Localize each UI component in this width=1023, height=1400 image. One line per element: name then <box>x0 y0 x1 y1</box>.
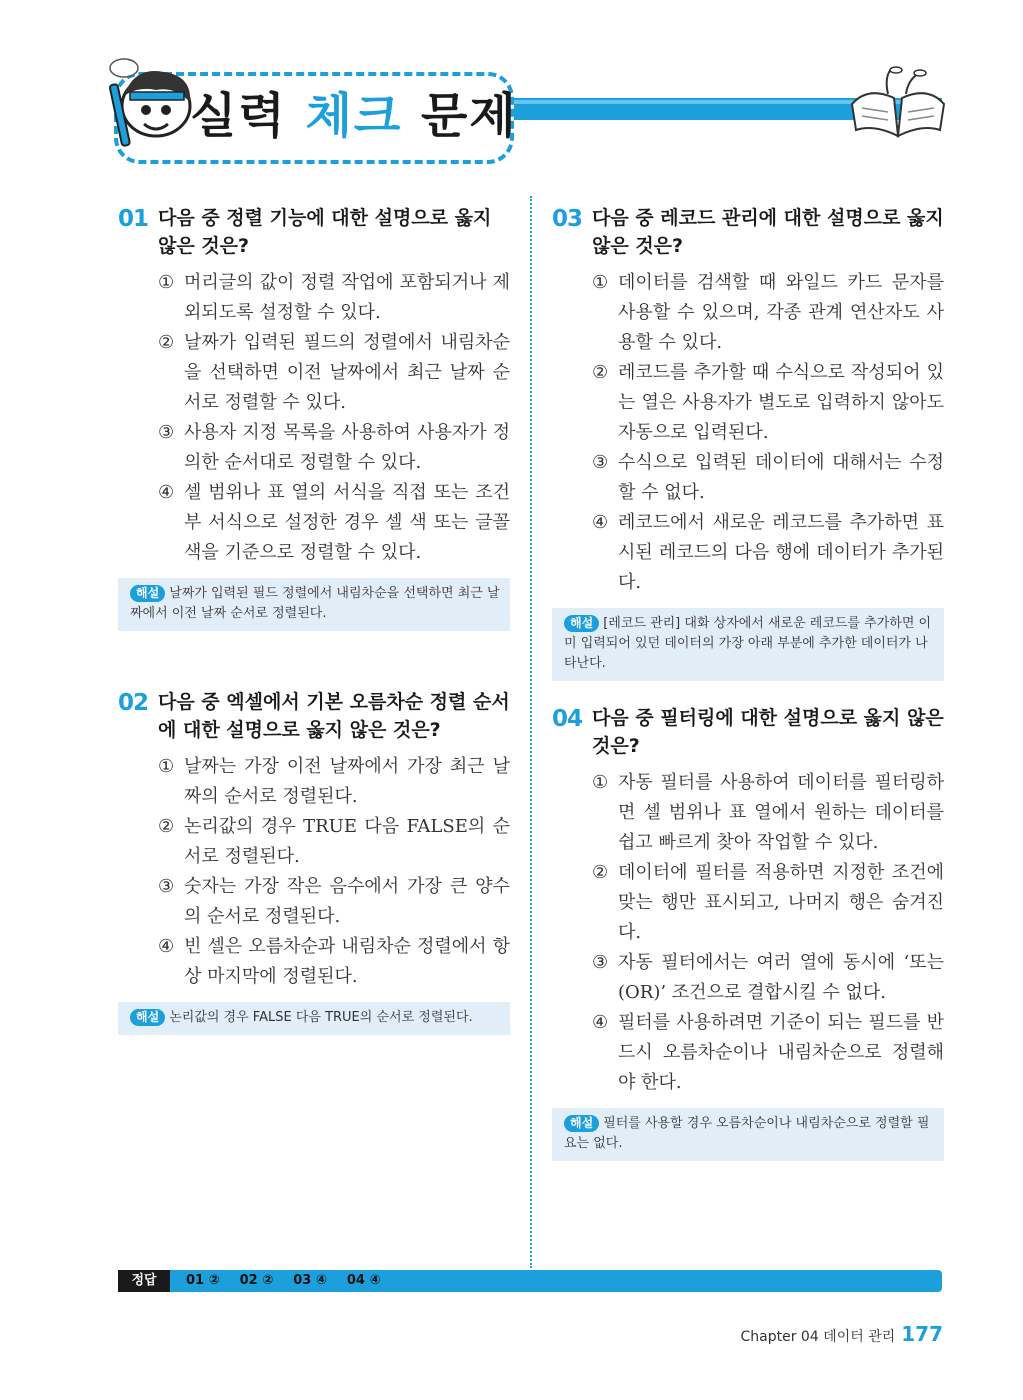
option-mark: ④ <box>158 482 175 503</box>
page-number: 177 <box>901 1322 943 1346</box>
option-text: 데이터에 필터를 적용하면 지정한 조건에 맞는 행만 표시되고, 나머지 행은 숨겨진다. <box>618 862 944 943</box>
option-mark: ② <box>592 862 609 883</box>
question-text: 다음 중 레코드 관리에 대한 설명으로 옳지 않은 것은? <box>592 207 944 257</box>
answer-item: 02 ② <box>239 1273 274 1288</box>
question-04 <box>552 704 944 1161</box>
option-1[interactable] <box>592 768 944 858</box>
option-2[interactable] <box>592 358 944 448</box>
option-mark: ④ <box>592 1012 609 1033</box>
option-1[interactable] <box>158 268 510 328</box>
explanation-text: 논리값의 경우 FALSE 다음 TRUE의 순서로 정렬된다. <box>169 1010 473 1025</box>
option-mark: ① <box>592 772 609 793</box>
option-4[interactable] <box>158 478 510 568</box>
option-text: 레코드를 추가할 때 수식으로 작성되어 있는 열은 사용자가 별도로 입력하지 않아도 자동으로 입력된다. <box>618 362 944 443</box>
question-number: 02 <box>118 690 149 716</box>
option-list <box>592 768 944 1098</box>
option-1[interactable] <box>592 268 944 358</box>
option-mark: ③ <box>158 876 175 897</box>
question-text: 다음 중 정렬 기능에 대한 설명으로 옳지 않은 것은? <box>158 207 492 257</box>
title-part-2: 체크 <box>305 88 403 144</box>
explanation-badge: 해설 <box>564 1115 599 1132</box>
option-mark: ③ <box>158 422 175 443</box>
option-text: 날짜가 입력된 필드의 정렬에서 내림차순을 선택하면 이전 날짜에서 최근 날짜 순서로 정렬할 수 있다. <box>184 332 510 413</box>
explanation-box <box>552 1108 944 1161</box>
option-1[interactable] <box>158 752 510 812</box>
mascot-icon <box>104 46 200 156</box>
question-text: 다음 중 엑셀에서 기본 오름차순 정렬 순서에 대한 설명으로 옳지 않은 것은? <box>158 691 510 741</box>
option-mark: ③ <box>592 452 609 473</box>
answer-item: 01 ② <box>186 1273 220 1288</box>
option-text: 데이터를 검색할 때 와일드 카드 문자를 사용할 수 있으며, 각종 관계 연산자도 사용할 수 있다. <box>618 272 944 353</box>
question-02 <box>118 688 510 1035</box>
chapter-label: Chapter 04 데이터 관리 <box>740 1329 896 1345</box>
answer-label: 정답 <box>118 1270 170 1292</box>
option-text: 머리글의 값이 정렬 작업에 포함되거나 제외되도록 설정할 수 있다. <box>184 272 510 323</box>
answer-list <box>186 1270 381 1292</box>
question-number: 04 <box>552 706 583 732</box>
option-3[interactable] <box>592 448 944 508</box>
option-3[interactable] <box>158 418 510 478</box>
option-4[interactable] <box>158 932 510 992</box>
option-list <box>158 752 510 992</box>
option-text: 자동 필터에서는 여러 열에 동시에 ‘또는(OR)’ 조건으로 결합시킬 수 없다. <box>618 952 944 1003</box>
option-4[interactable] <box>592 508 944 598</box>
option-mark: ④ <box>592 512 609 533</box>
explanation-badge: 해설 <box>130 585 165 602</box>
answer-item: 03 ④ <box>293 1273 327 1288</box>
option-text: 레코드에서 새로운 레코드를 추가하면 표시된 레코드의 다음 행에 데이터가 추가된다. <box>618 512 944 593</box>
option-4[interactable] <box>592 1008 944 1098</box>
option-3[interactable] <box>158 872 510 932</box>
explanation-box <box>118 1002 510 1035</box>
option-text: 숫자는 가장 작은 음수에서 가장 큰 양수의 순서로 정렬된다. <box>184 876 510 927</box>
explanation-text: 날짜가 입력된 필드 정렬에서 내림차순을 선택하면 최근 날짜에서 이전 날짜 순서로 정렬된다. <box>130 586 500 621</box>
option-mark: ② <box>158 816 175 837</box>
question-01 <box>118 204 510 631</box>
option-mark: ② <box>592 362 609 383</box>
explanation-badge: 해설 <box>564 615 599 632</box>
explanation-box <box>552 608 944 681</box>
option-mark: ③ <box>592 952 609 973</box>
option-text: 자동 필터를 사용하여 데이터를 필터링하면 셀 범위나 표 열에서 원하는 데이터를 쉽고 빠르게 찾아 작업할 수 있다. <box>618 772 944 853</box>
option-list <box>158 268 510 568</box>
explanation-box <box>118 578 510 631</box>
option-text: 수식으로 입력된 데이터에 대해서는 수정할 수 없다. <box>618 452 944 503</box>
explanation-badge: 해설 <box>130 1009 165 1026</box>
option-mark: ① <box>158 272 175 293</box>
option-text: 논리값의 경우 TRUE 다음 FALSE의 순서로 정렬된다. <box>184 816 510 867</box>
page-title <box>190 82 518 150</box>
option-text: 빈 셀은 오름차순과 내림차순 정렬에서 항상 마지막에 정렬된다. <box>184 936 510 987</box>
option-text: 날짜는 가장 이전 날짜에서 가장 최근 날짜의 순서로 정렬된다. <box>184 756 510 807</box>
option-text: 사용자 지정 목록을 사용하여 사용자가 정의한 순서대로 정렬할 수 있다. <box>184 422 510 473</box>
option-mark: ② <box>158 332 175 353</box>
open-book-icon <box>848 64 948 142</box>
option-2[interactable] <box>158 812 510 872</box>
option-mark: ④ <box>158 936 175 957</box>
explanation-text: [레코드 관리] 대화 상자에서 새로운 레코드를 추가하면 이미 입력되어 있던 데이터의 가장 아래 부분에 추가한 데이터가 나타난다. <box>564 616 932 671</box>
option-mark: ① <box>592 272 609 293</box>
title-part-3: 문제 <box>420 88 518 144</box>
option-2[interactable] <box>592 858 944 948</box>
page-footer <box>740 1322 943 1346</box>
question-number: 03 <box>552 206 583 232</box>
option-2[interactable] <box>158 328 510 418</box>
explanation-text: 필터를 사용할 경우 오름차순이나 내림차순으로 정렬할 필요는 없다. <box>564 1116 930 1151</box>
question-number: 01 <box>118 206 149 232</box>
question-03 <box>552 204 944 681</box>
option-list <box>592 268 944 598</box>
option-3[interactable] <box>592 948 944 1008</box>
title-part-1: 실력 <box>190 88 287 144</box>
option-mark: ① <box>158 756 175 777</box>
option-text: 셀 범위나 표 열의 서식을 직접 또는 조건부 서식으로 설정한 경우 셀 색 또는 글꼴 색을 기준으로 정렬할 수 있다. <box>184 482 510 563</box>
column-divider <box>530 196 532 1268</box>
answer-item: 04 ④ <box>346 1273 381 1288</box>
option-text: 필터를 사용하려면 기준이 되는 필드를 반드시 오름차순이나 내림차순으로 정렬해야 한다. <box>618 1012 944 1093</box>
question-text: 다음 중 필터링에 대한 설명으로 옳지 않은 것은? <box>592 707 944 757</box>
